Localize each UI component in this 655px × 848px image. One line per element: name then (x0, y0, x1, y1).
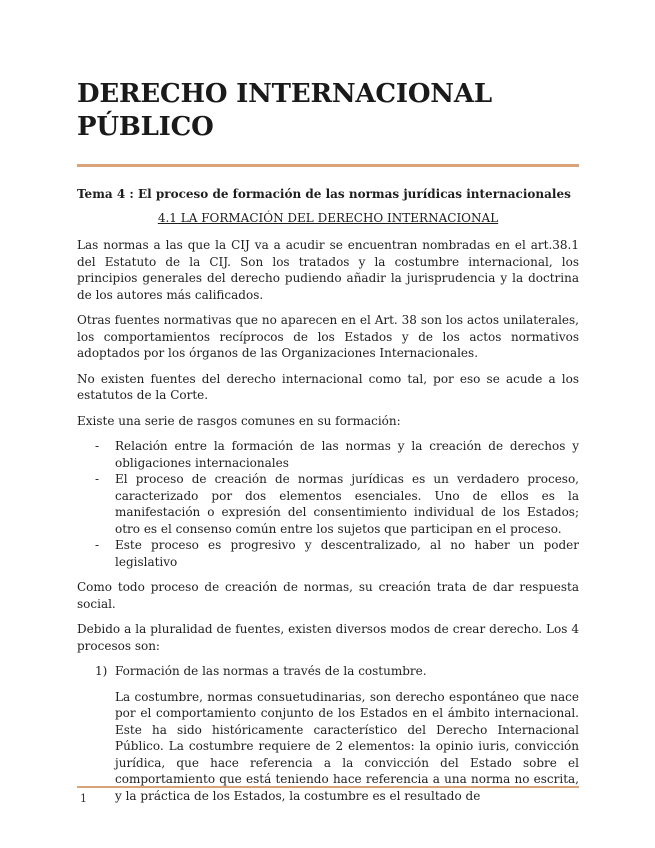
paragraph: Otras fuentes normativas que no aparecen en el Art. 38 son los actos unilaterales, los comportamientos recíprocos de los Estados y de los actos normativos adoptados por los órganos de las Organizaciones Internacionales. (77, 313, 579, 360)
list-item (77, 471, 579, 537)
dash-bullet-icon: - (95, 439, 100, 453)
title-line-1: DERECHO INTERNACIONAL (77, 79, 492, 109)
dash-bullet-icon: - (95, 538, 100, 552)
list-item (77, 537, 579, 570)
page-number: 1 (80, 792, 87, 805)
list-item (77, 438, 579, 471)
custom-paragraph: La costumbre, normas consuetudinarias, son derecho espontáneo que nace por el comportamiento conjunto de los Estados en el ámbito internacional. Este ha sido históricamente característico del Derecho Internacional Público. La costumbre requiere de 2 elementos: la opinio iuris, convicción jurídica, que hace referencia a la convicción del Estado sobre el comportamiento que está teniendo hace referencia a una norma no escrita, y la práctica de los Estados, la costumbre es el resultado de (115, 689, 579, 803)
section-heading: 4.1 LA FORMACIÓN DEL DERECHO INTERNACIONAL (157, 210, 499, 225)
paragraph: No existen fuentes del derecho internacional como tal, por eso se acude a los estatutos de la Corte. (77, 371, 579, 402)
paragraph: Las normas a las que la CIJ va a acudir se encuentran nombradas en el art.38.1 del Estatuto de la CIJ. Son los tratados y la costumbre internacional, los principios generales del derecho pudiendo añadir la jurisprudencia y la doctrina de los autores más calificados. (77, 238, 579, 302)
paragraph: Debido a la pluralidad de fuentes, existen diversos modos de crear derecho. Los 4 procesos son: (77, 622, 579, 653)
title-line-2: PÚBLICO (77, 112, 214, 142)
dash-bullet-icon: - (95, 472, 100, 486)
list-item-text: El proceso de creación de normas jurídicas es un verdadero proceso, caracterizado por dos elementos esenciales. Uno de ellos es la manifestación o expresión del consentimiento individual de los Estados; otro es el consenso común entre los sujetos que participan en el proceso. (115, 472, 579, 536)
document-body (77, 186, 579, 813)
list-item-text: Relación entre la formación de las normas y la creación de derechos y obligaciones internacionales (115, 439, 579, 470)
paragraph: Existe una serie de rasgos comunes en su formación: (77, 413, 401, 428)
topic-heading: Tema 4 : El proceso de formación de las normas jurídicas internacionales (77, 187, 571, 201)
paragraph: Como todo proceso de creación de normas, su creación trata de dar respuesta social. (77, 580, 579, 611)
title-divider (77, 164, 579, 167)
processes-list (77, 663, 579, 680)
item-number: 1) (95, 664, 108, 678)
features-list (77, 438, 579, 570)
numbered-item (77, 663, 579, 680)
list-item-text: Este proceso es progresivo y descentralizado, al no haber un poder legislativo (115, 538, 579, 569)
document-title (77, 78, 492, 144)
footer-divider (77, 786, 579, 788)
numbered-item-text: Formación de las normas a través de la costumbre. (115, 664, 427, 678)
